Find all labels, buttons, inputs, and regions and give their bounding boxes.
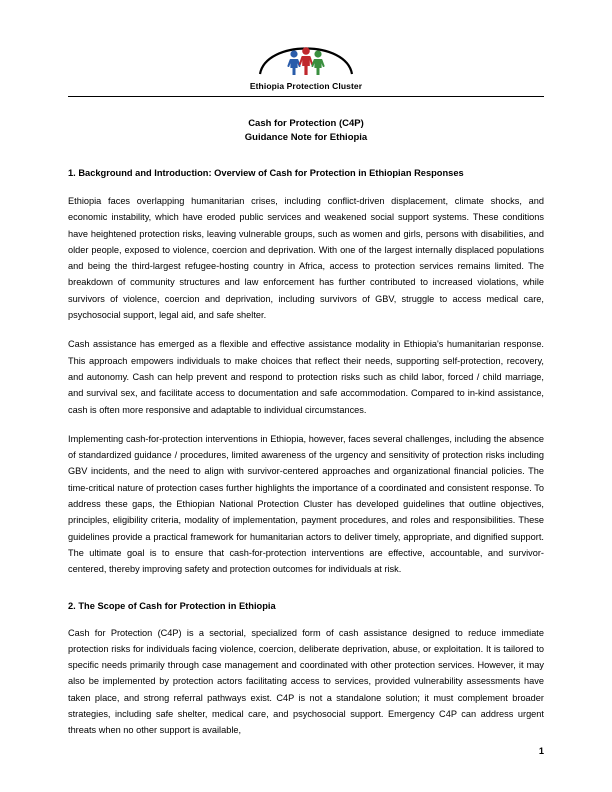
section-2-paragraph-1: Cash for Protection (C4P) is a sectorial, specialized form of cash assistance designed to reduce immediate protection risks for individuals facing violence, coercion, deliberate deprivation, abuse, or exploitation. It is tailored to specific needs primarily through case management and coordinated with other protection services. However, it may also be implemented by protection actors facilitating access to services, provided vulnerability assessments have taken place, and strong referral pathways exist. C4P is not a standalone solution; it must complement broader strategies, including safe shelter, medical care, and psychosocial support. Emergency C4P can address urgent threats when no other support is available, (68, 627, 544, 736)
page-number: 1 (538, 746, 544, 756)
section-heading-2: 2. The Scope of Cash for Protection in Ethiopia (68, 600, 276, 611)
section-1-paragraph-2: Cash assistance has emerged as a flexible and effective assistance modality in Ethiopia's humanitarian response. This approach empowers individuals to make choices that reflect their needs, supporting self-protection, recovery, and autonomy. Cash can help prevent and respond to protection risks such as child labor, forced / child marriage, and survival sex, and facilitate access to documentation and safe accommodation. Compared to in-kind assistance, cash is often more responsive and adaptable to individual circumstances. (68, 339, 544, 415)
document-header (68, 32, 544, 97)
organization-name: Ethiopia Protection Cluster (249, 81, 363, 91)
document-subtitle: Guidance Note for Ethiopia (244, 132, 368, 143)
header-divider (68, 96, 544, 97)
section-1-paragraph-3: Implementing cash-for-protection interventions in Ethiopia, however, faces several challenges, including the absence of standardized guidance / procedures, limited awareness of the urgency and sensitivity of protection risks including GBV incidents, and the need to align with survivor-centered approaches and organizational financial policies. The time-critical nature of protection cases further highlights the importance of a coordinated and consistent response. To address these gaps, the Ethiopian National Protection Cluster has developed guidelines that outline objectives, principles, eligibility criteria, modality of implementation, payment procedures, and roles and responsibilities. These guidelines provide a practical framework for humanitarian actors to deliver timely, appropriate, and dignified support. The ultimate goal is to ensure that cash-for-protection interventions are effective, accountable, and survivor-centered, thereby improving safety and protection outcomes for individuals at risk. (68, 433, 544, 575)
section-1-paragraph-1: Ethiopia faces overlapping humanitarian crises, including conflict-driven displacement, climate shocks, and economic instability, which have eroded public services and weakened social support systems. These conditions have heightened protection risks, leaving vulnerable groups, such as women and girls, persons with disabilities, and older people, exposed to violence, coercion and deprivation. With one of the largest internally displaced populations and being the third-largest refugee-hosting country in Africa, access to protection services remains limited. The breakdown of community structures and law enforcement has further contributed to increased violations, while survivors of violence, coercion and deprivation, including survivors of GBV, struggle to access medical care, psychosocial support, legal aid, and safe shelter. (68, 196, 544, 321)
three-people-under-arc-icon (246, 32, 366, 80)
section-heading-1: 1. Background and Introduction: Overview of Cash for Protection in Ethiopian Responses (68, 168, 464, 178)
document-title: Cash for Protection (C4P) (248, 118, 364, 129)
